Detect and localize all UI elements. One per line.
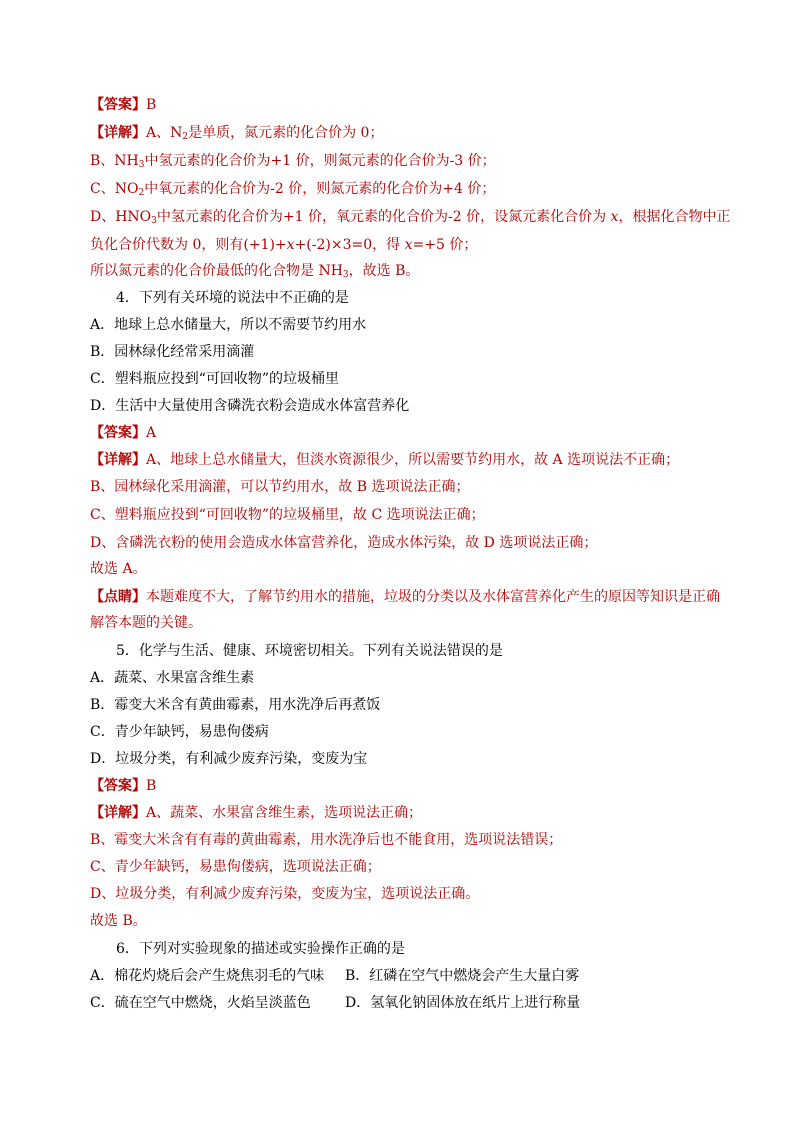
q5-option-b: B．霉变大米含有黄曲霉素，用水洗净后再煮饭 [90,697,381,713]
text: D、HNO [90,209,152,225]
q6-option-b: B．红磷在空气中燃烧会产生大量白雾 [345,968,580,984]
detail-tag: 【详解】 [90,125,146,141]
q4-choose: 故选 A。 [90,561,147,577]
q4-stem: 4．下列有关环境的说法中不正确的是 [116,290,349,306]
q4-option-c: C．塑料瓶应投到“可回收物”的垃圾桶里 [90,371,340,387]
answer-tag: 【答案】 [90,97,146,113]
variable: x [610,209,619,225]
variable: x [404,237,413,253]
text: =+5 价； [412,237,478,253]
answer-tag: 【答案】 [90,425,146,441]
text: 所以氮元素的化合价最低的化合物是 NH [90,263,343,279]
subscript: 2 [138,188,145,198]
variable: x [286,237,295,253]
q4-detail-d: D、含磷洗衣粉的使用会造成水体富营养化，造成水体污染，故 D 选项说法正确； [90,535,598,551]
q4-option-d: D．生活中大量使用含磷洗衣粉会造成水体富营养化 [90,398,410,414]
q4-detail-b: B、园林绿化采用滴灌，可以节约用水，故 B 选项说法正确； [90,479,470,495]
q3-detail-b [90,152,496,170]
text: ，故选 B。 [348,263,420,279]
subscript: 3 [342,270,349,280]
q5-option-a: A．蔬菜、水果富含维生素 [90,670,255,686]
text: A、N [146,125,183,141]
detail-tag: 【详解】 [90,805,146,821]
q5-option-c: C．青少年缺钙，易患佝偻病 [90,724,269,740]
subscript: 3 [138,160,145,170]
q3-detail-d [90,208,730,226]
q4-comment [90,588,720,606]
q3-detail-c [90,180,495,198]
q4-option-b: B．园林绿化经常采用滴灌 [90,344,255,360]
q6-option-d: D．氢氧化钠固体放在纸片上进行称量 [345,995,581,1011]
subscript: 2 [182,132,189,142]
answer-value: B [146,778,157,794]
text: A、蔬菜、水果富含维生素，选项说法正确； [146,805,423,821]
text: 中氢元素的化合价为+1 价，则氮元素的化合价为-3 价； [144,153,496,169]
q4-option-a: A．地球上总水储量大，所以不需要节约用水 [90,317,367,333]
q5-detail-b: B、霉变大米含有有毒的黄曲霉素，用水洗净后也不能食用，选项说法错误； [90,832,563,848]
q5-answer [90,777,156,795]
q6-option-a: A．棉花灼烧后会产生烧焦羽毛的气味 [90,968,325,984]
text: 负化合价代数为 0，则有(+1)+ [90,237,287,253]
text: 本题难度不大，了解节约用水的措施，垃圾的分类以及水体富营养化产生的原因等知识是正确 [146,589,720,605]
q4-detail-c: C、塑料瓶应投到“可回收物”的垃圾桶里，故 C 选项说法正确； [90,507,485,523]
text: ，根据化合物中正 [618,209,731,225]
text: A、地球上总水储量大，但淡水资源很少，所以需要节约用水，故 A 选项说法不正确； [146,452,680,468]
answer-value: B [146,97,157,113]
q3-detail-a [90,124,383,142]
q5-stem: 5．化学与生活、健康、环境密切相关。下列有关说法错误的是 [116,643,503,659]
q6-stem: 6．下列对实验现象的描述或实验操作正确的是 [116,941,405,957]
q5-detail-a [90,804,422,822]
q3-answer [90,96,156,114]
text: 中氢元素的化合价为+1 价，氧元素的化合价为-2 价，设氮元素化合价为 [156,209,607,225]
q5-option-d: D．垃圾分类，有利减少废弃污染，变废为宝 [90,751,368,767]
answer-tag: 【答案】 [90,778,146,794]
text: 中氧元素的化合价为-2 价，则氮元素的化合价为+4 价； [144,181,496,197]
comment-tag: 【点睛】 [90,589,146,605]
answer-value: A [146,425,157,441]
text: +(-2)×3=0，得 [294,237,401,253]
q5-detail-c: C、青少年缺钙，易患佝偻病，选项说法正确； [90,859,381,875]
q4-detail-a [90,451,679,469]
text: C、NO [90,181,139,197]
text: B、NH [90,153,139,169]
q5-choose: 故选 B。 [90,913,147,929]
q3-conclusion [90,262,419,280]
q4-comment-2: 解答本题的关键。 [90,615,202,631]
subscript: 3 [151,216,157,226]
q4-answer [90,424,156,442]
detail-tag: 【详解】 [90,452,146,468]
q3-detail-d2 [90,236,477,254]
q5-detail-d: D、垃圾分类，有利减少废弃污染，变废为宝，选项说法正确。 [90,886,480,902]
q6-option-c: C．硫在空气中燃烧，火焰呈淡蓝色 [90,995,311,1011]
text: 是单质，氮元素的化合价为 0； [188,125,384,141]
